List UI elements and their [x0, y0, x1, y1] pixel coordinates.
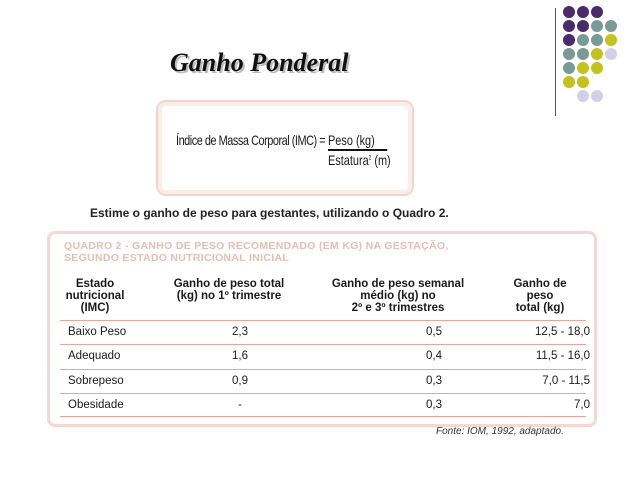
decorative-dot	[577, 76, 589, 88]
table-row	[60, 320, 590, 343]
header-text: Estado	[75, 278, 115, 290]
decorative-dot	[591, 34, 603, 46]
cell-weekly: 0,5	[426, 326, 442, 338]
cell-weekly: 0,3	[426, 399, 442, 411]
decorative-dot	[563, 34, 575, 46]
header-text: total (kg)	[515, 302, 565, 314]
header-text: Ganho de peso total	[173, 278, 285, 290]
decorative-dot	[591, 6, 603, 18]
cell-first-trimester: 1,6	[232, 350, 248, 362]
decorative-dot	[591, 48, 603, 60]
decorative-dot	[577, 6, 589, 18]
cell-total: 7,0 - 11,5	[542, 375, 590, 387]
denominator-exponent: 2	[368, 155, 372, 162]
formula-denominator	[328, 152, 391, 168]
header-weekly-gain	[318, 278, 478, 314]
cell-total: 12,5 - 18,0	[535, 326, 590, 338]
cell-state: Baixo Peso	[68, 326, 127, 338]
table-title-line-2: SEGUNDO ESTADO NUTRICIONAL INICIAL	[64, 252, 290, 264]
formula-label: Índice de Massa Corporal (IMC) =	[176, 132, 326, 148]
bmi-formula-box	[156, 100, 414, 196]
table-row	[60, 344, 590, 367]
weight-gain-table	[47, 231, 597, 427]
cell-state: Sobrepeso	[68, 375, 124, 387]
decorative-dot	[577, 48, 589, 60]
table-title	[64, 240, 584, 264]
header-text: 2º e 3º trimestres	[351, 302, 445, 314]
cell-total: 7,0	[574, 399, 590, 411]
decorative-dot	[577, 62, 589, 74]
cell-weekly: 0,3	[426, 375, 442, 387]
header-text: médio (kg) no	[360, 290, 436, 302]
instruction-text: Estime o ganho de peso para gestantes, utilizando o Quadro 2.	[90, 206, 449, 220]
header-first-trimester-gain	[154, 278, 304, 302]
header-text: (IMC)	[80, 302, 110, 314]
header-nutritional-state	[54, 278, 136, 314]
decorative-dot	[563, 20, 575, 32]
decorative-dot	[563, 6, 575, 18]
decorative-dot	[605, 48, 617, 60]
slide-title: Ganho Ponderal	[170, 48, 349, 77]
formula-numerator: Peso (kg)	[328, 132, 375, 148]
cell-weekly: 0,4	[426, 350, 442, 362]
decorative-vertical-line	[555, 8, 556, 116]
denominator-text: Estatura	[328, 152, 369, 168]
cell-total: 11,5 - 16,0	[535, 350, 590, 362]
table-row	[60, 393, 590, 417]
decorative-dot	[605, 34, 617, 46]
decorative-dot	[577, 90, 589, 102]
cell-state: Adequado	[68, 350, 121, 362]
decorative-dot	[563, 48, 575, 60]
decorative-dot	[591, 90, 603, 102]
fraction-bar	[328, 149, 387, 151]
header-total-gain	[490, 278, 590, 314]
decorative-dot	[605, 20, 617, 32]
cell-first-trimester: 0,9	[232, 375, 248, 387]
decorative-dot	[591, 20, 603, 32]
cell-first-trimester: 2,3	[232, 326, 248, 338]
header-text: Ganho de	[513, 278, 567, 290]
cell-state: Obesidade	[68, 399, 124, 411]
table-title-line-1: QUADRO 2 - GANHO DE PESO RECOMENDADO (EM KG) NA GESTAÇÃO,	[64, 240, 449, 252]
header-text: nutricional	[65, 290, 125, 302]
source-citation: Fonte: IOM, 1992, adaptado.	[436, 426, 564, 437]
decorative-dot	[563, 62, 575, 74]
decorative-dot	[591, 62, 603, 74]
denominator-unit: (m)	[374, 152, 391, 168]
formula-fraction	[328, 132, 391, 168]
header-text: (kg) no 1º trimestre	[176, 290, 282, 302]
header-text: peso	[526, 290, 554, 302]
decorative-dot	[563, 76, 575, 88]
header-text: Ganho de peso semanal	[331, 278, 465, 290]
cell-first-trimester: -	[238, 399, 242, 411]
decorative-dot-grid	[563, 6, 635, 106]
decorative-dot	[577, 34, 589, 46]
table-row	[60, 369, 590, 392]
decorative-dot	[577, 20, 589, 32]
